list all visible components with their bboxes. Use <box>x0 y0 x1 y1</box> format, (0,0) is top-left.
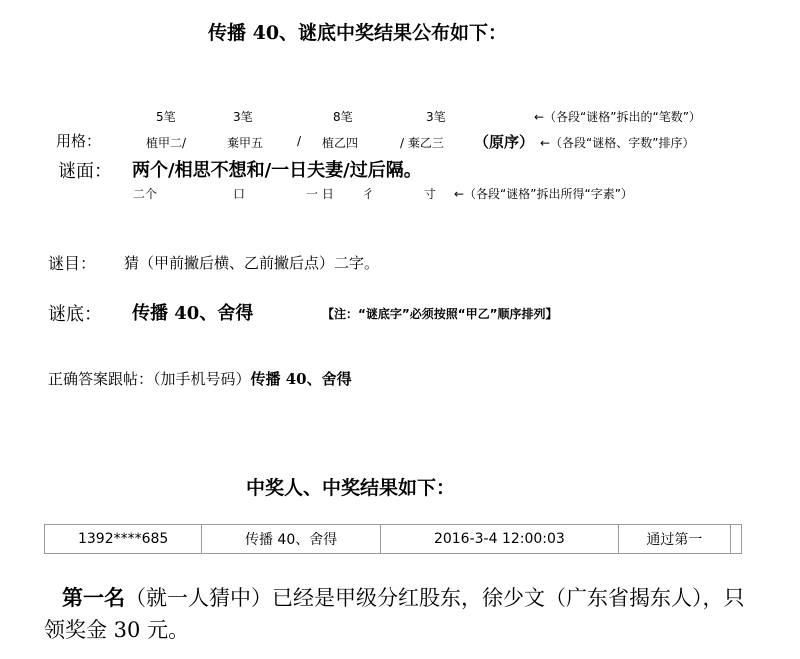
usage-part-1: 植甲二/ <box>146 136 187 150</box>
stroke-count-2: 3笔 <box>233 110 253 124</box>
answer-note: 【注：“谜底字”必须按照“甲乙”顺序排列】 <box>322 307 558 321</box>
usage-note: ←（各段“谜格、字数”排序） <box>540 136 695 150</box>
table-end-cell <box>730 525 741 554</box>
reply-answer: 传播 40、舍得 <box>250 370 352 388</box>
target-text: 猜（甲前撇后横、乙前撇后点）二字。 <box>124 254 380 272</box>
answer-text: 传播 40、舍得 <box>132 303 254 324</box>
target-label: 谜目： <box>48 254 97 273</box>
winner-answer: 传播 40、舍得 <box>202 525 381 554</box>
reply-prefix: 正确答案跟帖：（加手机号码） <box>48 370 251 388</box>
stroke-count-4: 3笔 <box>426 110 446 124</box>
usage-part-4: / 棄乙三 <box>400 136 444 150</box>
winner-result: 通过第一 <box>618 525 730 554</box>
result-paragraph <box>44 582 756 646</box>
parts-note: ←（各段“谜格”拆出所得“字素”） <box>454 187 633 201</box>
answer-label: 谜底： <box>48 304 102 325</box>
usage-sep: / <box>297 134 302 148</box>
part-4: 彳 <box>362 187 375 201</box>
reply-line <box>48 368 352 389</box>
result-rank: 第一名 <box>62 585 125 610</box>
winner-phone: 1392****685 <box>45 525 202 554</box>
part-1: 二个 <box>133 187 158 201</box>
page-title: 传播 40、谜底中奖结果公布如下： <box>208 22 508 44</box>
winners-heading: 中奖人、中奖结果如下： <box>246 477 456 499</box>
part-2: 口 <box>233 187 246 201</box>
usage-part-2: 棄甲五 <box>227 136 264 150</box>
stroke-count-note: ←（各段“谜格”拆出的“笔数”） <box>534 110 701 124</box>
usage-part-3: 植乙四 <box>322 136 359 150</box>
usage-label: 用格： <box>56 132 102 150</box>
stroke-count-1: 5笔 <box>156 110 176 124</box>
riddle-face: 两个/相思不想和/一日夫妻/过后隔。 <box>132 160 422 181</box>
winners-table <box>44 524 742 554</box>
winner-time: 2016-3-4 12:00:03 <box>380 525 618 554</box>
part-5: 寸 <box>424 187 437 201</box>
face-label: 谜面： <box>58 161 112 182</box>
usage-order: （原序） <box>474 133 535 151</box>
result-text: （就一人猜中）已经是甲级分红股东，徐少文（广东省揭东人），只领奖金 30 元。 <box>44 586 745 642</box>
part-3: 一 日 <box>306 187 334 201</box>
stroke-count-3: 8笔 <box>333 110 353 124</box>
table-row <box>45 525 742 554</box>
